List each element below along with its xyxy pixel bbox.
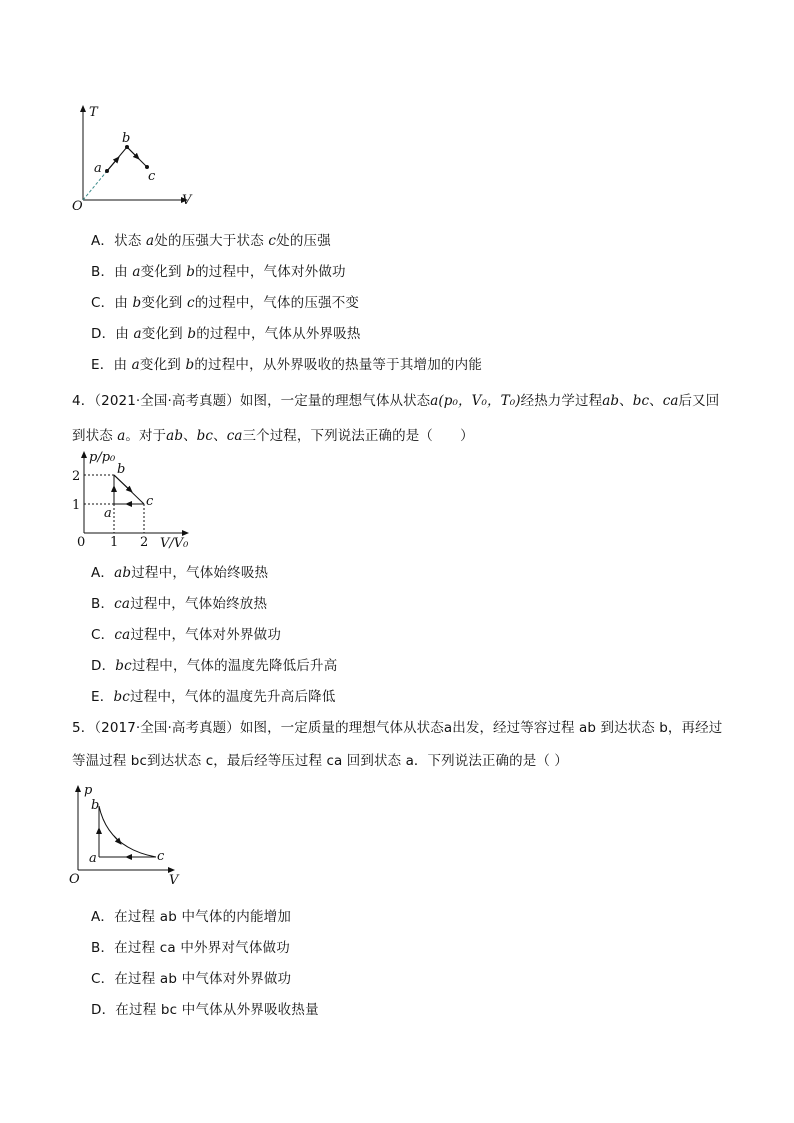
q4-stem-line2: 到状态 a。对于ab、bc、ca三个过程，下列说法正确的是（ ） [72, 428, 474, 444]
t-axis-label: T [89, 105, 98, 120]
v-axis-label: V [182, 193, 192, 208]
label-b: b [122, 131, 131, 146]
q5-option-c[interactable]: C．在过程 ab 中气体对外界做功 [91, 971, 292, 987]
q3-option-e[interactable]: E．由 a变化到 b的过程中，从外界吸收的热量等于其增加的内能 [91, 357, 483, 373]
point-a [105, 169, 109, 173]
tick-origin: 0 [77, 535, 86, 550]
arrow-bc [127, 147, 139, 159]
figure-pv-diagram [66, 782, 186, 890]
tick-v2: 2 [140, 535, 149, 550]
tick-p2: 2 [72, 469, 81, 484]
q3-option-d[interactable]: D．由 a变化到 b的过程中，气体从外界吸热 [91, 326, 361, 342]
arrow-ab [107, 157, 119, 171]
q4-option-c[interactable]: C．ca过程中，气体对外界做功 [91, 627, 282, 643]
arrow-bc [114, 475, 132, 492]
q3-option-c[interactable]: C．由 b变化到 c的过程中，气体的压强不变 [91, 295, 360, 311]
v-axis-label: V [169, 873, 179, 888]
figure-tv-diagram [65, 100, 195, 212]
tick-v1: 1 [110, 535, 119, 550]
q4-option-e[interactable]: E．bc过程中，气体的温度先升高后降低 [91, 689, 336, 705]
label-c: c [146, 494, 154, 509]
q5-stem-line2: 等温过程 bc到达状态 c，最后经等压过程 ca 回到状态 a．下列说法正确的是（ ） [72, 753, 568, 769]
q5-option-b[interactable]: B．在过程 ca 中外界对气体做功 [91, 940, 290, 956]
p-axis-label: p/p₀ [89, 450, 116, 465]
arrow-bc [114, 836, 121, 844]
label-c: c [157, 849, 165, 864]
label-c: c [148, 169, 156, 184]
q5-option-d[interactable]: D．在过程 bc 中气体从外界吸收热量 [91, 1002, 319, 1018]
q3-option-a[interactable]: A．状态 a处的压强大于状态 c处的压强 [91, 233, 331, 249]
label-b: b [117, 462, 126, 477]
label-a: a [104, 506, 112, 521]
q4-option-a[interactable]: A．ab过程中，气体始终吸热 [91, 565, 269, 581]
q4-stem-line1: 4．（2021·全国·高考真题）如图，一定量的理想气体从状态a(p₀，V₀，T₀)经热力学过程ab、bc、ca后又回 [72, 393, 720, 409]
label-a: a [89, 851, 97, 866]
q4-option-b[interactable]: B．ca过程中，气体始终放热 [91, 596, 268, 612]
label-b: b [91, 798, 100, 813]
q4-option-d[interactable]: D．bc过程中，气体的温度先降低后升高 [91, 658, 338, 674]
isotherm-bc [99, 806, 156, 857]
p-axis-label: p [84, 783, 93, 798]
origin-label: O [69, 872, 80, 887]
tick-p1: 1 [72, 498, 81, 513]
figure-pv-normalized-diagram [68, 446, 198, 554]
v-axis-label: V/V₀ [160, 536, 189, 551]
q5-stem-line1: 5．（2017·全国·高考真题）如图，一定质量的理想气体从状态a出发，经过等容过程 ab 到达状态 b，再经过 [72, 720, 723, 736]
origin-label: O [72, 199, 83, 212]
q3-option-b[interactable]: B．由 a变化到 b的过程中，气体对外做功 [91, 264, 346, 280]
label-a: a [94, 161, 102, 176]
q5-option-a[interactable]: A．在过程 ab 中气体的内能增加 [91, 909, 292, 925]
